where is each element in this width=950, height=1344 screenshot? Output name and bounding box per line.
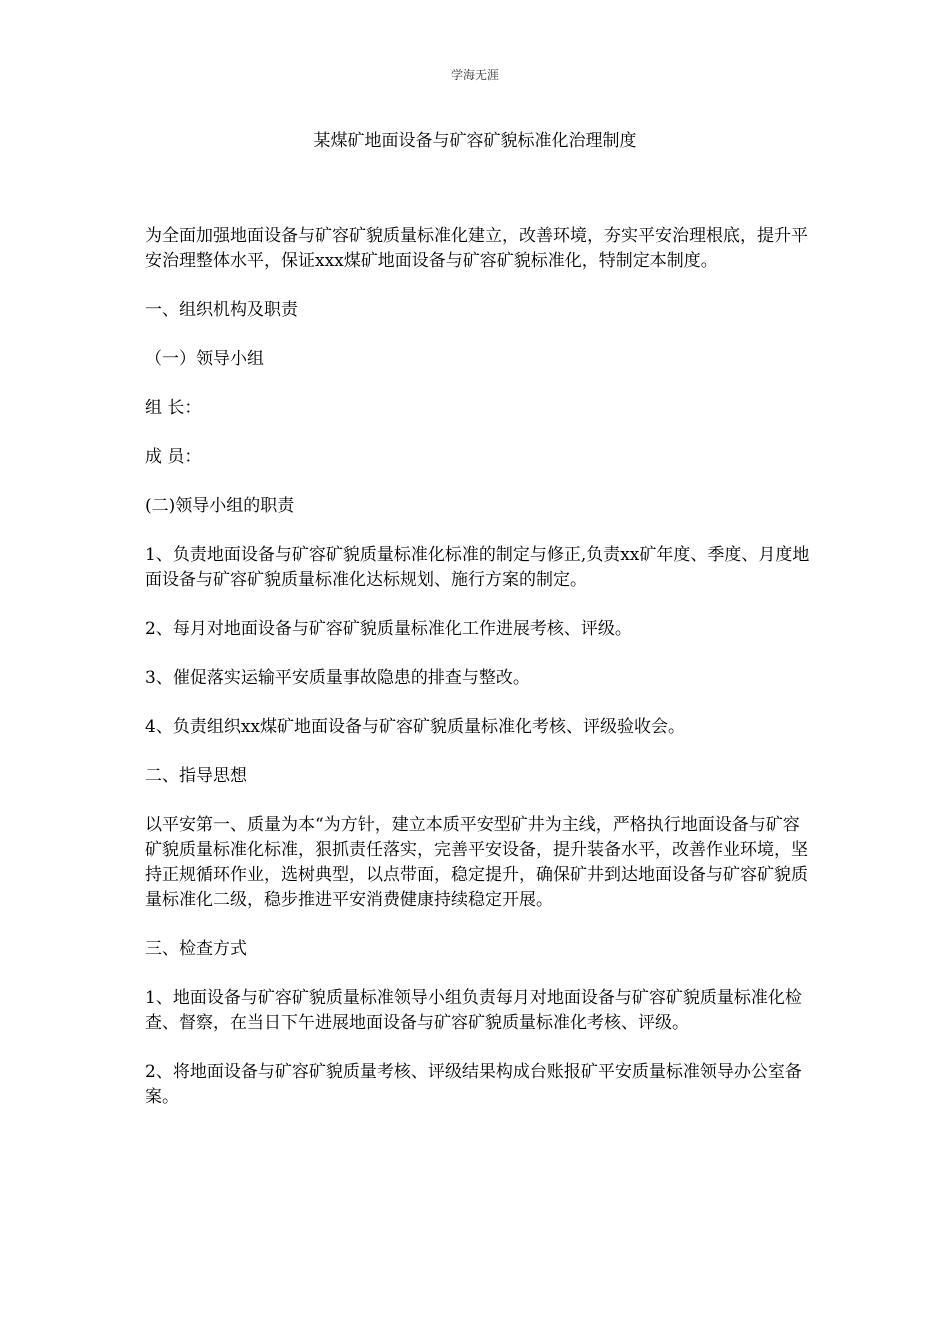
section-heading-guiding-thought: 二、指导思想 — [145, 766, 247, 786]
group-leader-line: 组 长： — [145, 398, 202, 418]
members-line: 成 员： — [145, 447, 202, 467]
inspection-item-1: 1、地面设备与矿容矿貌质量标准领导小组负责每月对地面设备与矿容矿貌质量标准化检查、督察，在当日下午进展地面设备与矿容矿貌质量标准化考核、评级。 — [145, 988, 802, 1033]
page-header: 学海无涯 — [450, 68, 499, 82]
section-heading-organization: 一、组织机构及职责 — [145, 300, 298, 320]
inspection-item-2: 2、将地面设备与矿容矿貌质量考核、评级结果构成台账报矿平安质量标准领导办公室备案。 — [145, 1062, 802, 1107]
duty-item-3: 3、催促落实运输平安质量事故隐患的排查与整改。 — [145, 668, 530, 688]
subsection-heading-leadership-group: （一）领导小组 — [145, 349, 264, 369]
duty-item-2: 2、每月对地面设备与矿容矿貌质量标准化工作进展考核、评级。 — [145, 619, 632, 639]
guiding-thought-paragraph: 以平安第一、质量为本“为方针，建立本质平安型矿井为主线，严格执行地面设备与矿容矿貌质量标准化标准，狠抓责任落实，完善平安设备，提升装备水平，改善作业环境，坚持正规循环作业，选树典型，以点带面，稳定提升，确保矿井到达地面设备与矿容矿貌质量标准化二级，稳步推进平安消费健康持续稳定开展。 — [145, 815, 808, 910]
subsection-heading-duties: (二)领导小组的职责 — [145, 496, 295, 516]
duty-item-1: 1、负责地面设备与矿容矿貌质量标准化标准的制定与修正,负责xx矿年度、季度、月度地面设备与矿容矿貌质量标准化达标规划、施行方案的制定。 — [145, 545, 810, 590]
document-title: 某煤矿地面设备与矿容矿貌标准化治理制度 — [313, 131, 637, 151]
document-body — [145, 224, 810, 1134]
duty-item-4: 4、负责组织xx煤矿地面设备与矿容矿貌质量标准化考核、评级验收会。 — [145, 717, 685, 737]
intro-paragraph: 为全面加强地面设备与矿容矿貌质量标准化建立，改善环境，夯实平安治理根底，提升平安治理整体水平，保证xxx煤矿地面设备与矿容矿貌标准化，特制定本制度。 — [145, 226, 808, 271]
section-heading-inspection-method: 三、检查方式 — [145, 939, 247, 959]
